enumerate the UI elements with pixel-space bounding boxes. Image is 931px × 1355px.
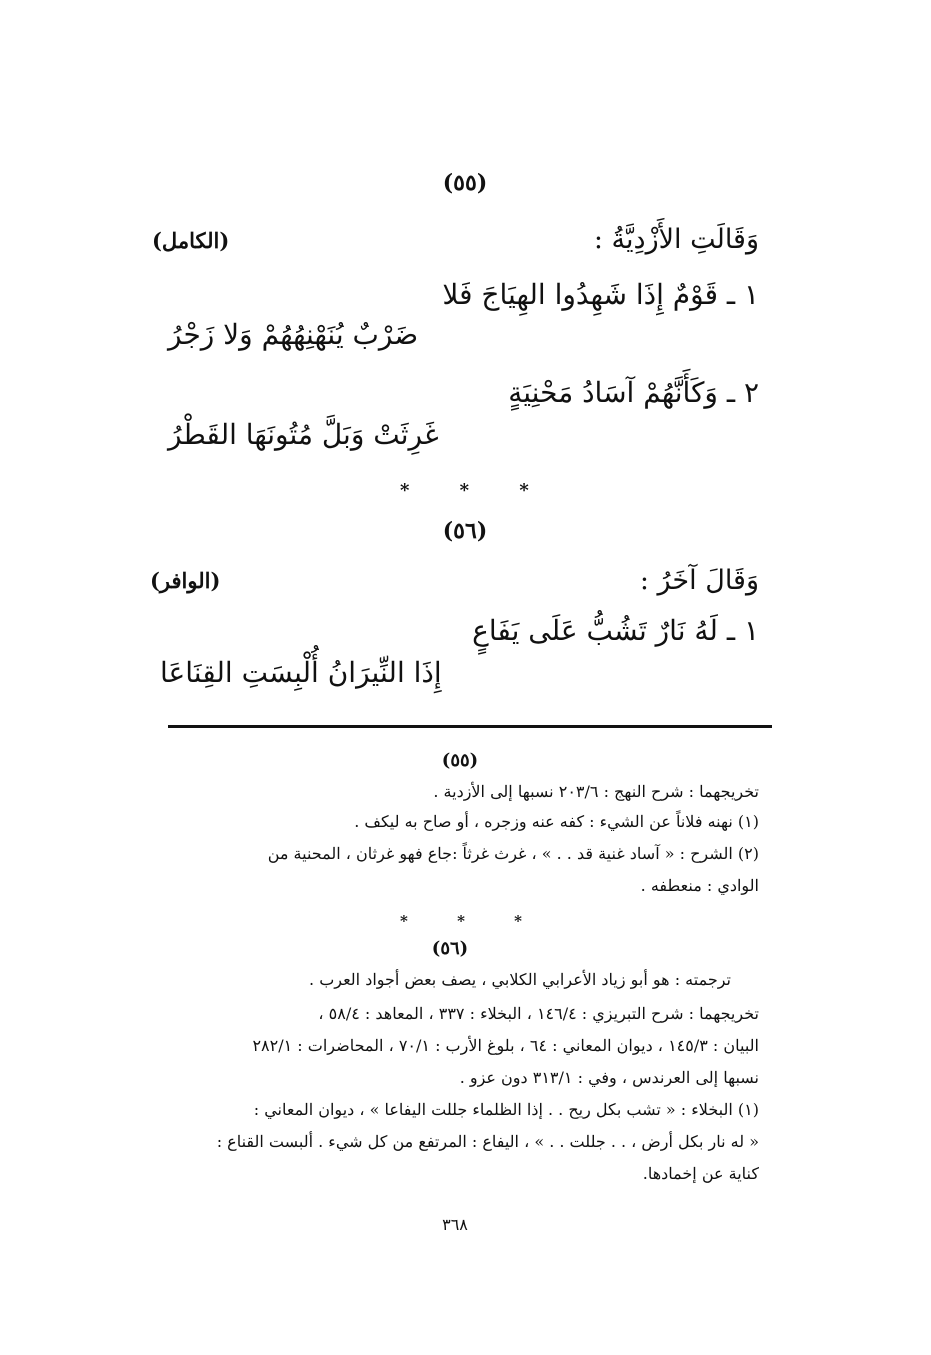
notes-56-takhrij-line-3: نسبها إلى العرندس ، وفي : ٣١٣/١ دون عزو . [459, 1068, 759, 1087]
notes-55-note-2-line-1: (٢) الشرح : « آساد غنية قد . . » ، غرث غرثاً :جاع فهو غرثان ، المحنية من [267, 844, 759, 863]
notes-56-note-1-line-3: كناية عن إخمادها. [642, 1164, 759, 1183]
poem-56-meter: (الوافر) [150, 568, 221, 593]
notes-56-note-1-line-1: (١) البخلاء : « تشب بكل ريح . . إذا الظلماء جللت اليفاعا » ، ديوان المعاني : [253, 1100, 759, 1119]
poem-55-intro: وَقَالَتِ الأَزْدِيَّةُ : [593, 224, 759, 255]
notes-56-tarjama: ترجمته : هو أبو زياد الأعرابي الكلابي ، يصف بعض أجواد العرب . [309, 970, 731, 989]
notes-divider-stars: * * * [400, 912, 544, 930]
poem-56-intro: وَقَالَ آخَرُ : [639, 565, 759, 596]
footnote-separator-rule [168, 725, 772, 728]
notes-55-number: (٥٥) [441, 750, 479, 771]
poem-56-number: (٥٦) [442, 518, 488, 544]
poem-55-verse-2-first: ٢ ـ وَكَأَنَّهُمْ آسَادُ مَحْنِيَةٍ [508, 376, 759, 409]
notes-56-number: (٥٦) [431, 938, 469, 959]
poem-55-verse-1-second: ضَرْبٌ يُنَهْنِهُهُمْ وَلا زَجْرُ [168, 318, 419, 351]
notes-55-takhrij: تخريجهما : شرح النهج : ٢٠٣/٦ نسبها إلى الأزدية . [433, 782, 759, 801]
notes-56-takhrij-line-2: البيان : ١٤٥/٣ ، ديوان المعاني : ٦٤ ، بلوغ الأرب : ٧٠/١ ، المحاضرات : ٢٨٢/١ [252, 1036, 759, 1055]
poem-56-verse-1-first: ١ ـ لَهُ نَارٌ تَشُبُّ عَلَى يَفَاعٍ [472, 614, 759, 647]
poem-55-verse-2-second: غَرِثَتْ وَبَلَّ مُتُونَهَا القَطْرُ [168, 418, 439, 451]
notes-56-takhrij-line-1: تخريجهما : شرح التبريزي : ١٤٦/٤ ، البخلاء : ٣٣٧ ، المعاهد : ٥٨/٤ ، [318, 1004, 759, 1023]
notes-55-note-2-line-2: الوادي : منعطفه . [640, 876, 759, 895]
page-number: ٣٦٨ [442, 1215, 468, 1234]
notes-55-note-1: (١) نهنه فلاناً عن الشيء : كفه عنه وزجره ، أو صاح به ليكف . [354, 812, 759, 831]
poem-55-meter: (الكامل) [152, 228, 230, 253]
poem-56-verse-1-second: إِذَا النِّيرَانُ أُلْبِسَتِ القِنَاعَا [160, 656, 442, 689]
notes-56-note-1-line-2: « له نار بكل أرض ، . . جللت . . » ، اليفاع : المرتفع من كل شيء . ألبست القناع : [216, 1132, 759, 1151]
poem-55-number: (٥٥) [442, 170, 488, 196]
section-divider-stars: * * * [400, 480, 551, 501]
poem-55-verse-1-first: ١ ـ قَوْمٌ إِذَا شَهِدُوا الهِيَاجَ فَلا [442, 278, 759, 311]
